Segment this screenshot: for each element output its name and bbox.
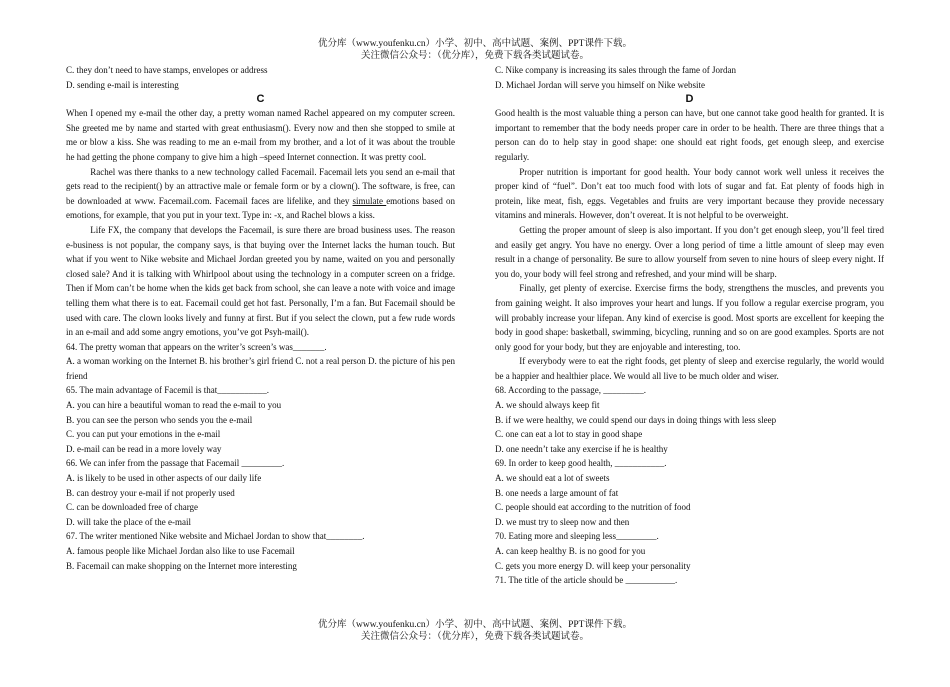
question-67-option-a: A. famous people like Michael Jordan also like to use Facemail — [66, 546, 295, 556]
question-69-option-b: B. one needs a large amount of fat — [495, 487, 619, 498]
question-67-option-c: C. Nike company is increasing its sales through the fame of Jordan — [495, 65, 736, 75]
right-column — [495, 63, 884, 588]
underlined-word: simulate — [352, 195, 387, 206]
question-64-options: A. a woman working on the Internet B. his brother’s girl friend C. not a real person D. the picture of his pen friend — [66, 356, 455, 381]
question-70-options-cd: C. gets you more energy D. will keep your personality — [495, 560, 691, 571]
header-line-2: 关注微信公众号：（优分库），免费下载各类试题试卷。 — [360, 51, 589, 61]
question-65-option-d: D. e-mail can be read in a more lovely way — [66, 443, 222, 454]
passage-d-paragraph-2: Proper nutrition is important for good health. Your body cannot work well unless it receives the proper kind of “fuel”. Don’t eat too much food with lots of sugar and fat. Eat plenty of foods high in protein, like meat, fish, eggs. Vegetables and fruits are very important because they provide necessary vitamins and minerals. However, don’t overeat. It is not helpful to be overweight. — [495, 166, 884, 221]
question-71: 71. The title of the article should be ___________. — [495, 575, 678, 586]
paragraph-2-text-b: emotions based on emotions, for example, that you put in your text. Type in: -x, and Rachel blows a kiss. — [66, 195, 455, 221]
question-67-option-d: D. Michael Jordan will serve you himself on Nike website — [495, 79, 705, 90]
question-65: 65. The main advantage of Facemil is that___________. — [66, 385, 270, 396]
question-66-option-d: D. will take the place of the e-mail — [66, 516, 191, 527]
question-69-option-d: D. we must try to sleep now and then — [495, 516, 630, 527]
footer-line-1: 优分库（www.youfenku.cn）小学、初中、高中试题、案例、PPT课件下载。 — [318, 620, 632, 630]
section-heading-d: D — [685, 93, 694, 106]
paragraph-2-text-a: Rachel was there thanks to a new technology called Facemail. Facemail lets you send an e-mail that gets read to the recipient() by an attractive male or female form or by a clown(). The software, is free, can be downloaded at www. Facemail.com. Facemail faces are lifelike, and they — [66, 166, 455, 206]
question-67-option-b: B. Facemail can make shopping on the Internet more interesting — [66, 560, 297, 571]
question-66: 66. We can infer from the passage that Facemail _________. — [66, 458, 285, 469]
page-footer — [0, 619, 950, 643]
passage-c-paragraph-2 — [66, 165, 455, 223]
question-65-option-b: B. you can see the person who sends you the e-mail — [66, 414, 253, 425]
passage-d-paragraph-3: Getting the proper amount of sleep is also important. If you don’t get enough sleep, you’ll feel tired and easily get angry. You have no energy. Over a long period of time a little amount of sleep may even result in a change of personality. Be sure to allow yourself from seven to nine hours of sleep every night. If you do, your body will feel strong and refreshed, and your mind will be sharp. — [495, 224, 884, 279]
footer-line-2: 关注微信公众号：（优分库），免费下载各类试题试卷。 — [360, 632, 589, 642]
question-68-option-b: B. if we were healthy, we could spend our days in doing things with less sleep — [495, 414, 777, 425]
page-header — [0, 38, 950, 62]
question-69-option-c: C. people should eat according to the nutrition of food — [495, 502, 691, 513]
question-67: 67. The writer mentioned Nike website and Michael Jordan to show that________. — [66, 531, 365, 542]
question-69: 69. In order to keep good health, ___________. — [495, 458, 667, 469]
question-68-option-d: D. one needn’t take any exercise if he is healthy — [495, 443, 668, 454]
question-70: 70. Eating more and sleeping less_________. — [495, 531, 659, 542]
question-66-option-a: A. is likely to be used in other aspects of our daily life — [66, 473, 262, 484]
question-66-option-b: B. can destroy your e-mail if not properly used — [66, 487, 235, 498]
passage-d-paragraph-5: If everybody were to eat the right foods, get plenty of sleep and exercise regularly, the world would be a happier and healthier place. We would all live to be much older and wiser. — [495, 356, 884, 381]
question-69-option-a: A. we should eat a lot of sweets — [495, 473, 610, 484]
question-65-option-a: A. you can hire a beautiful woman to read the e-mail to you — [66, 400, 282, 411]
question-64: 64. The pretty woman that appears on the writer’s screen’s was_______. — [66, 341, 327, 352]
question-65-option-c: C. you can put your emotions in the e-mail — [66, 429, 221, 440]
passage-c-paragraph-3: Life FX, the company that develops the Facemail, is sure there are broad business uses. The reason e-business is not popular, the company says, is that buying over the Internet lacks the human touch. But what if you went to Nike website and Michael Jordan greeted you by name, waited on you and personally closed sale? And it is talking with Whirlpool about using the technology in a computer screen on a fridge. Then if Mom can’t be home when the kids get back from school, she can leave a note with voice and image telling them what there is to eat. Facemail could get hot fast. Personally, I’m a fan. But Facemail should be used with care. The clown looks lively and funny at first. But if you select the clown, put a few rude words in an e-mail and add some angry emotions, you’ve got Psyh-mail(). — [66, 224, 455, 338]
section-heading-c: C — [256, 93, 265, 106]
passage-d-paragraph-1: Good health is the most valuable thing a person can have, but one cannot take good health for granted. It is important to remember that the body needs proper care in order to be health. There are three things that a person can do to help stay in good shape: one should eat right foods, get enough sleep, and exercise regularly. — [495, 108, 884, 162]
left-column — [66, 63, 455, 573]
question-68-option-c: C. one can eat a lot to stay in good shape — [495, 429, 643, 440]
prev-option-c: C. they don’t need to have stamps, envelopes or address — [66, 65, 268, 75]
question-70-options-ab: A. can keep healthy B. is no good for you — [495, 546, 646, 556]
question-68-option-a: A. we should always keep fit — [495, 400, 600, 411]
passage-c-paragraph-1: When I opened my e-mail the other day, a pretty woman named Rachel appeared on my computer screen. She greeted me by name and started with great enthusiasm(). Every now and then she stopped to smile at me or blow a kiss. She was reading to me an e-mail from my brother, and a lot of it was about the trouble he had getting the phone company to give him a high –speed Internet connection. It was pretty cool. — [66, 108, 455, 162]
passage-d-paragraph-4: Finally, get plenty of exercise. Exercise firms the body, strengthens the muscles, and prevents you from gaining weight. It also improves your heart and lungs. If you follow a regular exercise program, you will probably increase your lifepan. Any kind of exercise is good. Most sports are excellent for keeping the body in good shape: basketball, swimming, bicycling, running and so on are good examples. Sports are not only good for your body, but they are enjoyable and interesting, too. — [495, 283, 884, 352]
question-68: 68. According to the passage, _________. — [495, 385, 646, 396]
question-66-option-c: C. can be downloaded free of charge — [66, 502, 199, 513]
prev-option-d: D. sending e-mail is interesting — [66, 79, 179, 90]
header-line-1: 优分库（www.youfenku.cn）小学、初中、高中试题、案例、PPT课件下载。 — [318, 39, 632, 49]
